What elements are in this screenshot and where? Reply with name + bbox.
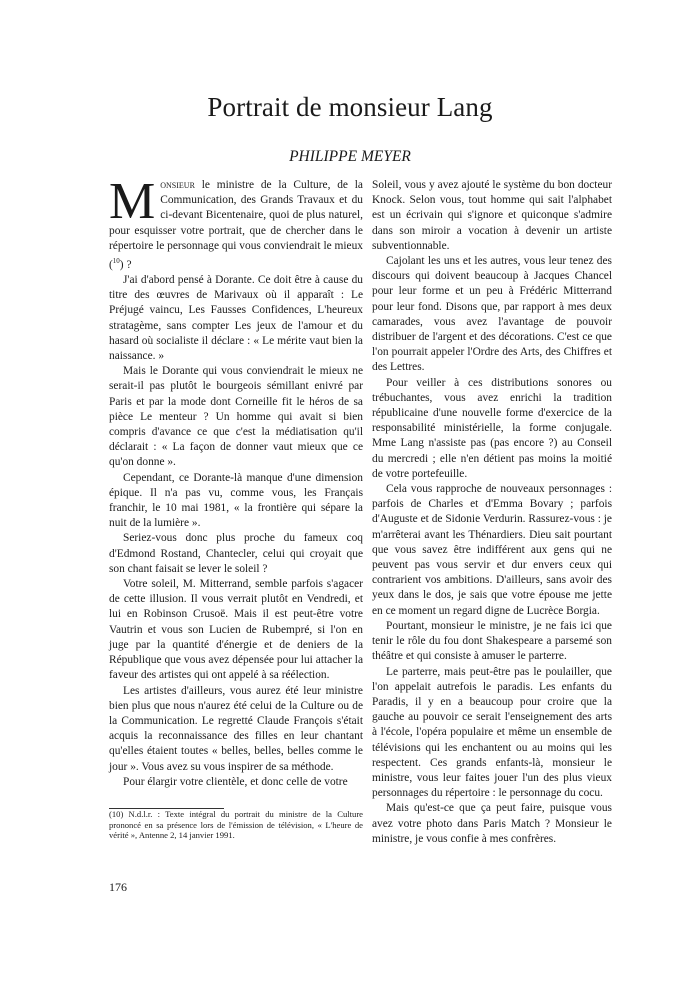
paragraph-10: Cajolant les uns et les autres, vous leur tenez des discours qui doivent beaucoup à Jacques Chancel pour leur forme et un peu à Frédéric Mitterrand pour leur fond. Disons que, par rapport à mes deux camarades, vous avez l'avantage de pouvoir distribuer de l'argent et des décorations. C'est ce que l'on pourrait appeler l'Ordre des Arts, des Chiffres et des Lettres.	[372, 255, 612, 374]
paragraph-7: Les artistes d'ailleurs, vous aurez été leur ministre bien plus que nous n'aurez été celui de la Culture ou de la Communication. Le regretté Claude François s'était acquis la reconnaissance des filles en leur chantant qu'elles étaient toutes « belles, belles, belles comme le jour ». Vous avez su vous inspirer de sa méthode.	[109, 684, 363, 773]
paragraph-14: Le parterre, mais peut-être pas le poulailler, que l'on appelait autrefois le paradis. Les enfants du Paradis, il y en a beaucoup pour croire que la gauche au pouvoir ce serait l'enseignement des arts à l'école, l'opéra populaire et même un ensemble de télévisions qui les enchantent ou au moins qui les respectent. Ces grands enfants-là, monsieur le ministre, vous leur faites jouer l'un des plus vieux personnages du répertoire : le personnage du cocu.	[372, 665, 612, 800]
drop-cap: M	[109, 173, 156, 230]
footnote: (10) N.d.l.r. : Texte intégral du portrait du ministre de la Culture prononcé en sa présence lors de l'émission de télévision, « L'heure de vérité », Antenne 2, 14 janvier 1991.	[109, 808, 363, 841]
right-column	[372, 178, 612, 847]
paragraph-13: Pourtant, monsieur le ministre, je ne fais ici que tenir le rôle du fou dont Shakespeare a parsemé son théâtre et qui consiste à amuser le parterre.	[372, 619, 612, 663]
paragraph-5: Seriez-vous donc plus proche du fameux coq d'Edmond Rostand, Chantecler, celui qui croyait que son chant faisait se lever le soleil ?	[109, 532, 363, 575]
article-author: PHILIPPE MEYER	[289, 148, 411, 165]
paragraph-8: Pour élargir votre clientèle, et donc celle de votre	[123, 775, 348, 788]
paragraph-9: Soleil, vous y avez ajouté le système du bon docteur Knock. Selon vous, tout homme qui sait l'alphabet est un écrivain qui s'ignore et quiconque s'admire dans son miroir a vocation à devenir un artiste subventionnable.	[372, 179, 612, 252]
article-title: Portrait de monsieur Lang	[207, 92, 493, 122]
paragraph-2: J'ai d'abord pensé à Dorante. Ce doit être à cause du titre des œuvres de Marivaux où il apparaît : Le Préjugé vaincu, Les Fausses Confidences, L'heureux stratagème, sans compter Les jeux de l'amour et du hasard où socialiste il déclare : « Le mérite vaut bien la naissance. »	[109, 274, 363, 363]
paragraph-1-text: le ministre de la Culture, de la Communication, des Grands Travaux et du ci-devant Bicentenaire, quoi de plus naturel, pour esquisser votre portrait, que de chercher dans le répertoire le personnage qui vous conviendrait le mieux (	[109, 179, 363, 271]
paragraph-15: Mais qu'est-ce que ça peut faire, puisque vous avez votre photo dans Paris Match ? Monsieur le ministre, je vous confie à mes confrères.	[372, 802, 612, 845]
paragraph-6: Votre soleil, M. Mitterrand, semble parfois s'agacer de cette illusion. Il vous verrait plutôt en Vendredi, et lui en Robinson Crusoë. Mais il est peut-être votre Vautrin et vous son Lucien de Rubempré, si l'on en juge par la quantité d'énergie et de deniers de la République que vous avez dépensée pour lui attacher la faveur des artistes qui ont appelé à sa réélection.	[109, 578, 363, 682]
paragraph-1	[109, 173, 363, 273]
paragraph-4: Cependant, ce Dorante-là manque d'une dimension épique. Il n'a pas vu, comme vous, les Français franchir, le 10 mai 1981, « la frontière qui sépare la nuit de la lumière ».	[109, 471, 363, 530]
opening-word: onsieur	[160, 179, 195, 191]
page-number: 176	[109, 880, 127, 894]
paragraph-1-end: ) ?	[119, 258, 132, 271]
footnote-ref: 10	[112, 257, 120, 266]
left-column	[109, 173, 363, 841]
paragraph-12: Cela vous rapproche de nouveaux personnages : parfois de Charles et d'Emma Bovary ; parfois d'Auguste et de Sidonie Verdurin. Rassurez-vous : je m'arrêterai avant les Thénardiers. Dieu sait pourtant que vous savez être indifférent aux gens qui ne peuvent pas vous servir et dur envers ceux qui contrarient vos ambitions. D'ailleurs, sans avoir des yeux dans le dos, je sais que votre épouse me jette en ce moment un regard digne de Lucrèce Borgia.	[372, 483, 612, 617]
paragraph-11: Pour veiller à ces distributions sonores ou trébuchantes, vous avez enrichi la tradition républicaine d'une nouvelle forme d'exercice de la responsabilité ministérielle, la forme conjugale. Mme Lang n'assiste pas (pas encore ?) au Conseil du mercredi ; elle n'en détient pas moins la moitié de votre portefeuille.	[372, 376, 612, 480]
paragraph-3: Mais le Dorante qui vous conviendrait le mieux ne serait-il pas plutôt le bourgeois sémillant enivré par Paris et par la mode dont Corneille fit le héros de sa pièce Le menteur ? Un homme qui avait si bien compris d'avance ce que c'est la médiatisation qu'il déclarait : « La façon de donner vaut mieux que ce qu'on donne ».	[109, 365, 363, 469]
